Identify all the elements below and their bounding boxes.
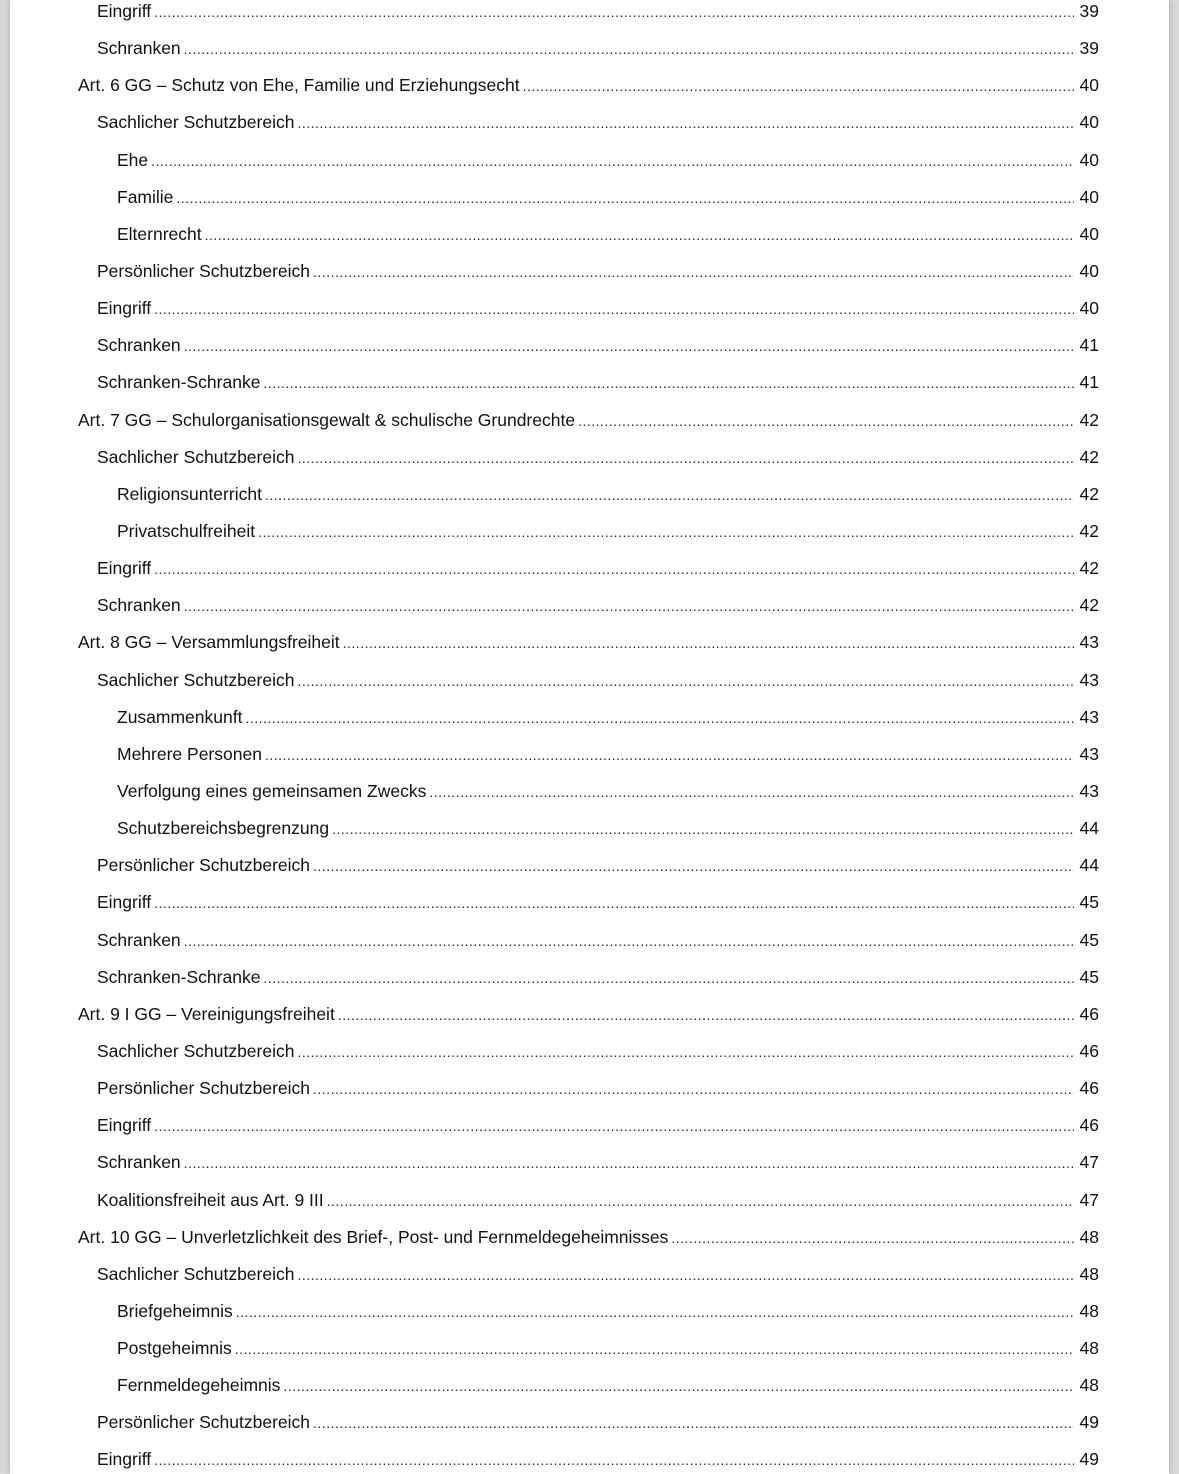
toc-entry-title: Mehrere Personen — [117, 743, 262, 764]
toc-entry-page-number: 49 — [1079, 1412, 1099, 1433]
dot-leader — [184, 1145, 1074, 1182]
dot-leader — [313, 254, 1074, 291]
toc-entry-title: Postgeheimnis — [117, 1338, 232, 1359]
toc-entry-title: Eingriff — [97, 892, 152, 913]
dot-leader — [297, 1034, 1074, 1071]
dot-leader — [184, 328, 1074, 365]
toc-entry-page-number: 46 — [1079, 1003, 1099, 1024]
toc-entry-page-number: 40 — [1079, 75, 1099, 96]
toc-entry-page-number: 43 — [1079, 780, 1099, 801]
toc-entry-page-number: 43 — [1079, 706, 1099, 727]
toc-entry-page-number: 48 — [1079, 1375, 1099, 1396]
dot-leader — [176, 180, 1074, 217]
dot-leader — [338, 997, 1074, 1034]
toc-entry[interactable] — [10, 0, 1169, 30]
toc-entry[interactable] — [10, 67, 1169, 104]
toc-entry-title: Schranken — [97, 335, 181, 356]
toc-entry-title: Sachlicher Schutzbereich — [97, 446, 295, 467]
toc-entry[interactable] — [10, 884, 1169, 921]
toc-entry[interactable] — [10, 736, 1169, 773]
dot-leader — [265, 477, 1074, 514]
toc-entry-title: Schranken — [97, 1152, 181, 1173]
toc-entry-page-number: 40 — [1079, 260, 1099, 281]
dot-leader — [343, 625, 1074, 662]
toc-entry-title: Eingriff — [97, 1115, 152, 1136]
toc-entry-page-number: 42 — [1079, 520, 1099, 541]
toc-entry-title: Art. 7 GG – Schulorganisationsgewalt & schulische Grundrechte — [78, 409, 576, 430]
toc-entry-page-number: 47 — [1079, 1189, 1099, 1210]
toc-entry[interactable] — [10, 1219, 1169, 1256]
toc-entry[interactable] — [10, 699, 1169, 736]
dot-leader — [283, 1368, 1074, 1405]
dot-leader — [236, 1294, 1074, 1331]
toc-entry-page-number: 42 — [1079, 595, 1099, 616]
toc-entry[interactable] — [10, 1441, 1169, 1474]
toc-entry-page-number: 46 — [1079, 1040, 1099, 1061]
toc-entry[interactable] — [10, 1367, 1169, 1404]
toc-entry-page-number: 43 — [1079, 632, 1099, 653]
toc-entry[interactable] — [10, 1256, 1169, 1293]
dot-leader — [297, 440, 1074, 477]
toc-entry-title: Zusammenkunft — [117, 706, 243, 727]
toc-entry-title: Eingriff — [97, 558, 152, 579]
toc-entry-title: Elternrecht — [117, 223, 202, 244]
toc-entry-title: Art. 8 GG – Versammlungsfreiheit — [78, 632, 340, 653]
toc-entry-title: Schranken-Schranke — [97, 966, 261, 987]
toc-entry[interactable] — [10, 327, 1169, 364]
toc-entry-title: Persönlicher Schutzbereich — [97, 1412, 311, 1433]
toc-entry[interactable] — [10, 179, 1169, 216]
toc-entry[interactable] — [10, 550, 1169, 587]
dot-leader — [184, 31, 1074, 68]
toc-entry[interactable] — [10, 1033, 1169, 1070]
toc-entry-page-number: 46 — [1079, 1115, 1099, 1136]
dot-leader — [297, 105, 1074, 142]
toc-entry-page-number: 46 — [1079, 1078, 1099, 1099]
dot-leader — [332, 811, 1074, 848]
toc-entry-page-number: 47 — [1079, 1152, 1099, 1173]
toc-entry-page-number: 49 — [1079, 1449, 1099, 1470]
toc-entry-title: Verfolgung eines gemeinsamen Zwecks — [117, 780, 427, 801]
toc-entry-title: Schranken — [97, 38, 181, 59]
toc-entry-title: Schutzbereichsbegrenzung — [117, 818, 330, 839]
dot-leader — [235, 1331, 1074, 1368]
toc-entry[interactable] — [10, 1330, 1169, 1367]
toc-entry-title: Eingriff — [97, 1, 152, 21]
toc-entry-page-number: 44 — [1079, 818, 1099, 839]
toc-entry-title: Art. 6 GG – Schutz von Ehe, Familie und Erziehungsecht — [78, 75, 520, 96]
toc-entry-title: Art. 10 GG – Unverletzlichkeit des Brief-, Post- und Fernmeldegeheimnisses — [78, 1226, 669, 1247]
dot-leader — [313, 1405, 1074, 1442]
dot-leader — [151, 143, 1074, 180]
dot-leader — [297, 1257, 1074, 1294]
toc-entry-title: Schranken-Schranke — [97, 372, 261, 393]
toc-entry-title: Art. 9 I GG – Vereinigungsfreiheit — [78, 1003, 335, 1024]
toc-entry[interactable] — [10, 847, 1169, 884]
toc-entry[interactable] — [10, 1293, 1169, 1330]
toc-entry[interactable] — [10, 290, 1169, 327]
toc-entry[interactable] — [10, 959, 1169, 996]
toc-entry-title: Schranken — [97, 595, 181, 616]
toc-entry[interactable] — [10, 513, 1169, 550]
dot-leader — [154, 1442, 1074, 1474]
dot-leader — [154, 0, 1074, 31]
toc-entry[interactable] — [10, 30, 1169, 67]
toc-entry-page-number: 40 — [1079, 186, 1099, 207]
dot-leader — [578, 403, 1074, 440]
dot-leader — [154, 885, 1074, 922]
toc-entry-page-number: 42 — [1079, 483, 1099, 504]
dot-leader — [429, 774, 1074, 811]
toc-entry-page-number: 44 — [1079, 855, 1099, 876]
toc-entry[interactable] — [10, 439, 1169, 476]
toc-entry-page-number: 42 — [1079, 409, 1099, 430]
dot-leader — [245, 700, 1074, 737]
toc-entry[interactable] — [10, 1404, 1169, 1441]
toc-entry[interactable] — [10, 1070, 1169, 1107]
toc-entry-title: Ehe — [117, 149, 149, 170]
toc-entry-page-number: 41 — [1079, 372, 1099, 393]
toc-entry-page-number: 42 — [1079, 558, 1099, 579]
toc-entry-title: Koalitionsfreiheit aus Art. 9 III — [97, 1189, 324, 1210]
toc-entry-title: Privatschulfreiheit — [117, 520, 256, 541]
toc-entry[interactable] — [10, 587, 1169, 624]
toc-entry-page-number: 40 — [1079, 149, 1099, 170]
toc-entry[interactable] — [10, 1144, 1169, 1181]
toc-entry-page-number: 45 — [1079, 892, 1099, 913]
toc-entry[interactable] — [10, 773, 1169, 810]
toc-entry-title: Briefgeheimnis — [117, 1300, 233, 1321]
document-page — [10, 0, 1169, 1474]
dot-leader — [154, 1108, 1074, 1145]
toc-entry-title: Sachlicher Schutzbereich — [97, 669, 295, 690]
toc-entry-page-number: 41 — [1079, 335, 1099, 356]
toc-entry[interactable] — [10, 1107, 1169, 1144]
toc-entry-page-number: 48 — [1079, 1226, 1099, 1247]
toc-entry[interactable] — [10, 810, 1169, 847]
toc-entry[interactable] — [10, 624, 1169, 661]
toc-entry-page-number: 45 — [1079, 966, 1099, 987]
toc-entry-title: Eingriff — [97, 1449, 152, 1470]
toc-entry[interactable] — [10, 996, 1169, 1033]
toc-entry-title: Sachlicher Schutzbereich — [97, 1040, 295, 1061]
toc-entry[interactable] — [10, 1182, 1169, 1219]
dot-leader — [205, 217, 1074, 254]
toc-entry[interactable] — [10, 216, 1169, 253]
toc-entry-page-number: 45 — [1079, 929, 1099, 950]
dot-leader — [297, 663, 1074, 700]
toc-entry-title: Religionsunterricht — [117, 483, 262, 504]
dot-leader — [184, 923, 1074, 960]
toc-entry[interactable] — [10, 402, 1169, 439]
toc-entry[interactable] — [10, 476, 1169, 513]
toc-entry-page-number: 40 — [1079, 298, 1099, 319]
toc-entry-page-number: 48 — [1079, 1338, 1099, 1359]
dot-leader — [184, 588, 1074, 625]
toc-entry-page-number: 39 — [1079, 1, 1099, 21]
dot-leader — [313, 848, 1074, 885]
toc-entry-title: Sachlicher Schutzbereich — [97, 1263, 295, 1284]
toc-entry-title: Persönlicher Schutzbereich — [97, 855, 311, 876]
toc-entry-page-number: 48 — [1079, 1263, 1099, 1284]
dot-leader — [671, 1220, 1074, 1257]
dot-leader — [263, 365, 1074, 402]
toc-entry-title: Eingriff — [97, 298, 152, 319]
toc-entry[interactable] — [10, 662, 1169, 699]
toc-entry-page-number: 43 — [1079, 743, 1099, 764]
dot-leader — [154, 291, 1074, 328]
toc-entry-page-number: 43 — [1079, 669, 1099, 690]
dot-leader — [265, 737, 1074, 774]
dot-leader — [263, 960, 1074, 997]
table-of-contents — [10, 0, 1169, 1474]
toc-entry-page-number: 42 — [1079, 446, 1099, 467]
toc-entry[interactable] — [10, 922, 1169, 959]
toc-entry-title: Persönlicher Schutzbereich — [97, 260, 311, 281]
toc-entry-title: Schranken — [97, 929, 181, 950]
toc-entry-title: Sachlicher Schutzbereich — [97, 112, 295, 133]
dot-leader — [313, 1071, 1074, 1108]
toc-entry-page-number: 40 — [1079, 112, 1099, 133]
dot-leader — [258, 514, 1074, 551]
toc-entry-page-number: 48 — [1079, 1300, 1099, 1321]
dot-leader — [154, 551, 1074, 588]
dot-leader — [327, 1183, 1074, 1220]
toc-entry[interactable] — [10, 364, 1169, 401]
toc-entry[interactable] — [10, 142, 1169, 179]
dot-leader — [523, 68, 1074, 105]
toc-entry-title: Fernmeldegeheimnis — [117, 1375, 281, 1396]
toc-entry-title: Familie — [117, 186, 174, 207]
toc-entry-page-number: 39 — [1079, 38, 1099, 59]
toc-entry[interactable] — [10, 104, 1169, 141]
toc-entry-page-number: 40 — [1079, 223, 1099, 244]
toc-entry[interactable] — [10, 253, 1169, 290]
toc-entry-title: Persönlicher Schutzbereich — [97, 1078, 311, 1099]
